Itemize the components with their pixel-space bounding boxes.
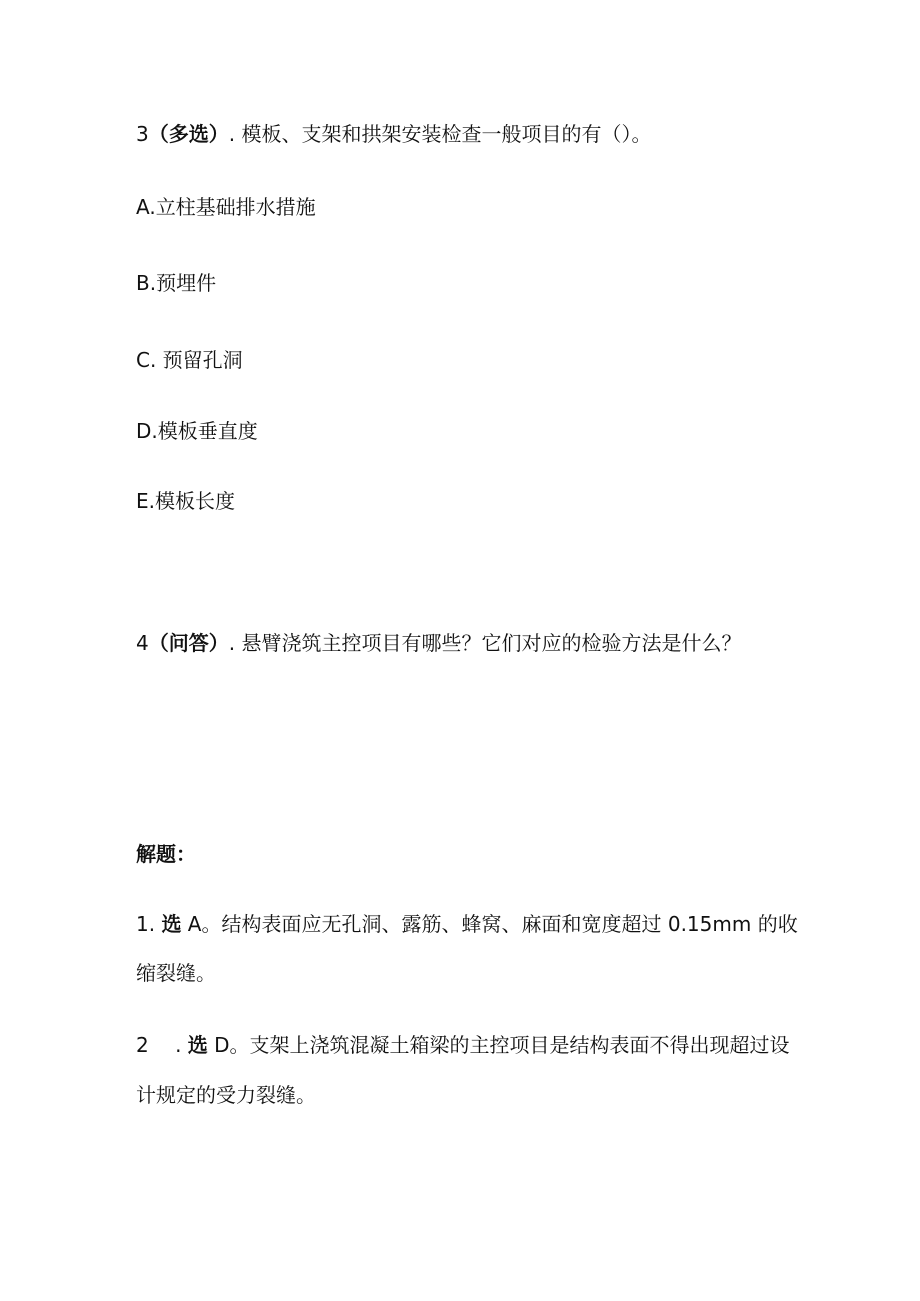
option-c: C. 预留孔洞 (136, 348, 243, 372)
answer-1-line-2: 缩裂缝。 (136, 961, 216, 985)
option-e: E.模板长度 (136, 489, 235, 513)
question-4-text: . 悬臂浇筑主控项目有哪些？它们对应的检验方法是什么？ (228, 631, 742, 655)
question-3-stem (136, 120, 651, 148)
question-4-type: （问答） (148, 631, 229, 655)
option-a: A.立柱基础排水措施 (136, 195, 316, 219)
question-3-type: （多选） (148, 122, 229, 146)
answer-2-line-1 (136, 1031, 790, 1059)
question-4-number: 4 (136, 631, 149, 655)
answer-1-text: A。结构表面应无孔洞、露筋、蜂窝、麻面和宽度超过 0.15mm 的收 (181, 912, 798, 936)
answer-1-choice: 选 (161, 912, 182, 936)
solution-heading: 解题： (136, 842, 196, 866)
option-b: B.预埋件 (136, 271, 217, 295)
answer-1-prefix: 1. (136, 912, 162, 936)
question-3-number: 3 (136, 122, 149, 146)
option-d: D.模板垂直度 (136, 419, 258, 443)
answer-1-line-1 (136, 910, 798, 938)
question-3-text: . 模板、支架和拱架安装检查一般项目的有（）。 (228, 122, 652, 146)
answer-2-prefix: 2 . (136, 1033, 188, 1057)
answer-2-text: D。支架上浇筑混凝土箱梁的主控项目是结构表面不得出现超过设 (207, 1033, 790, 1057)
answer-2-choice: 选 (187, 1033, 208, 1057)
question-4-stem (136, 629, 741, 657)
answer-2-line-2: 计规定的受力裂缝。 (136, 1083, 316, 1107)
